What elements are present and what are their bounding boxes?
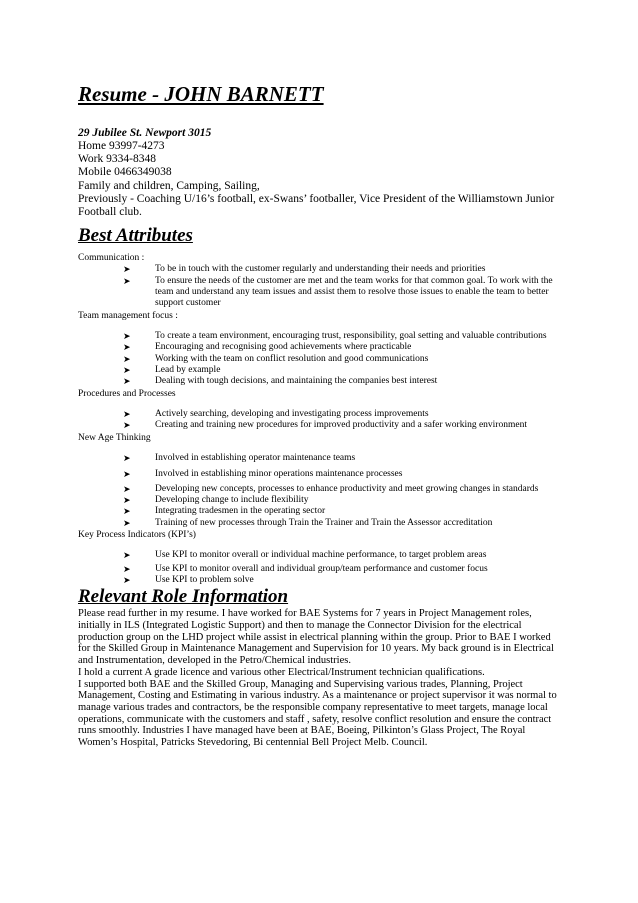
arrowhead-bullet-icon: ➤: [123, 420, 131, 431]
arrowhead-bullet-icon: ➤: [123, 275, 131, 286]
arrowhead-bullet-icon: ➤: [123, 452, 131, 463]
arrowhead-bullet-icon: ➤: [123, 550, 131, 561]
paragraph-line: production group on the LHD project while assist in electrical planning within the group. Prior to BAE I worked: [78, 631, 551, 643]
list-item: ➤ Use KPI to problem solve: [123, 574, 254, 585]
list-item: ➤ Working with the team on conflict resolution and good communications: [123, 353, 429, 364]
paragraph-line: runs smoothly. Industries I have managed have been at BAE, Boeing, Pilkinton’s Glass Project, The Royal: [78, 725, 526, 737]
arrowhead-bullet-icon: ➤: [123, 330, 131, 341]
list-item: ➤ To be in touch with the customer regularly and understanding their needs and priorities: [123, 264, 486, 275]
resume-title: Resume - JOHN BARNETT: [78, 82, 324, 106]
list-item: ➤ Creating and training new procedures for improved productivity and a safer working environment: [123, 420, 527, 431]
arrowhead-bullet-icon: ➤: [123, 574, 131, 585]
contact-line: Home 93997-4273: [78, 140, 165, 152]
attributes-section-team-management: [78, 310, 578, 388]
attributes-section-communication: [78, 252, 578, 310]
list-item: ➤ Developing new concepts, processes to enhance productivity and meet growing changes in standards: [123, 483, 539, 494]
arrowhead-bullet-icon: ➤: [123, 506, 131, 517]
list-item: ➤ To ensure the needs of the customer are met and the team works for that common goal. To work with the team and understand any team issues and assist them to resolve those issues to enable the team to better support customer: [123, 275, 553, 309]
attributes-section-procedures: [78, 388, 578, 432]
list-item: ➤ Training of new processes through Train the Trainer and Train the Assessor accreditation: [123, 517, 493, 528]
paragraph-line: I hold a current A grade licence and various other Electrical/Instrument technician qualifications.: [78, 666, 485, 678]
arrowhead-bullet-icon: ➤: [123, 365, 131, 376]
list-item: ➤ Actively searching, developing and investigating process improvements: [123, 408, 429, 419]
paragraph-line: Women’s Hospital, Patricks Stevedoring, Bi centennial Bell Project Melb. Council.: [78, 737, 428, 749]
relevant-role-heading: Relevant Role Information: [78, 586, 289, 608]
list-item: ➤ Integrating tradesmen in the operating sector: [123, 506, 326, 517]
arrowhead-bullet-icon: ➤: [123, 517, 131, 528]
arrowhead-bullet-icon: ➤: [123, 563, 131, 574]
arrowhead-bullet-icon: ➤: [123, 376, 131, 387]
arrowhead-bullet-icon: ➤: [123, 408, 131, 419]
list-item: ➤ Involved in establishing minor operations maintenance processes: [123, 469, 403, 480]
paragraph-line: I supported both BAE and the Skilled Group, Managing and Supervising various trades, Planning, Project: [78, 678, 523, 690]
section-label: Communication :: [78, 253, 145, 264]
arrowhead-bullet-icon: ➤: [123, 353, 131, 364]
contact-block: [78, 140, 578, 219]
list-item: ➤ Developing change to include flexibility: [123, 494, 309, 505]
arrowhead-bullet-icon: ➤: [123, 494, 131, 505]
list-item: ➤ Dealing with tough decisions, and maintaining the companies best interest: [123, 376, 438, 387]
paragraph-line: Please read further in my resume. I have worked for BAE Systems for 7 years in Project Management roles,: [78, 608, 532, 620]
contact-line: Football club.: [78, 206, 142, 219]
paragraph-line: Management, Costing and Estimating in various industry. As a maintenance or project supervisor it was normal to: [78, 690, 557, 702]
arrowhead-bullet-icon: ➤: [123, 469, 131, 480]
arrowhead-bullet-icon: ➤: [123, 483, 131, 494]
best-attributes-heading: Best Attributes: [78, 225, 193, 247]
address: 29 Jubilee St. Newport 3015: [78, 127, 212, 139]
contact-line: Work 9334-8348: [78, 153, 156, 166]
list-item: ➤ Use KPI to monitor overall or individual machine performance, to target problem areas: [123, 550, 487, 561]
paragraph-line: and Instrumentation, developed in the Petro/Chemical industries.: [78, 655, 351, 667]
section-label: New Age Thinking: [78, 432, 151, 443]
paragraph-line: for the Skilled Group in Maintenance Management and Supervision for 10 years. My back ground is in Electrical: [78, 643, 554, 655]
contact-line: Previously - Coaching U/16’s football, ex-Swans’ footballer, Vice President of the Williamstown Junior: [78, 192, 555, 205]
attributes-section-kpi: [78, 529, 578, 586]
contact-line: Mobile 0466349038: [78, 166, 172, 179]
attributes-section-new-age-thinking: [78, 432, 578, 529]
section-label: Key Process Indicators (KPI’s): [78, 530, 196, 541]
list-item: ➤ To create a team environment, encouraging trust, responsibility, goal setting and valuable contributions: [123, 330, 547, 341]
section-label: Procedures and Processes: [78, 388, 176, 399]
list-item: ➤ Encouraging and recognising good achievements where practicable: [123, 342, 412, 353]
section-label: Team management focus :: [78, 310, 178, 321]
paragraph-line: manage various trades and contractors, be the responsible company representative to meet targets, manage local: [78, 701, 548, 713]
list-item: ➤ Involved in establishing operator maintenance teams: [123, 452, 356, 463]
list-item: ➤ Lead by example: [123, 365, 221, 376]
list-item: ➤ Use KPI to monitor overall and individual group/team performance and customer focus: [123, 563, 488, 574]
contact-line: Family and children, Camping, Sailing,: [78, 179, 260, 192]
paragraph-line: initially in ILS (Integrated Logistic Support) and then to manage the Connector Division for the electrical: [78, 620, 522, 632]
arrowhead-bullet-icon: ➤: [123, 264, 131, 275]
role-paragraph: [78, 608, 578, 748]
resume-page: [78, 74, 578, 749]
paragraph-line: operations, communicate with the customers and staff , safety, resolve conflict resolution and ensure the contract: [78, 713, 552, 725]
arrowhead-bullet-icon: ➤: [123, 342, 131, 353]
